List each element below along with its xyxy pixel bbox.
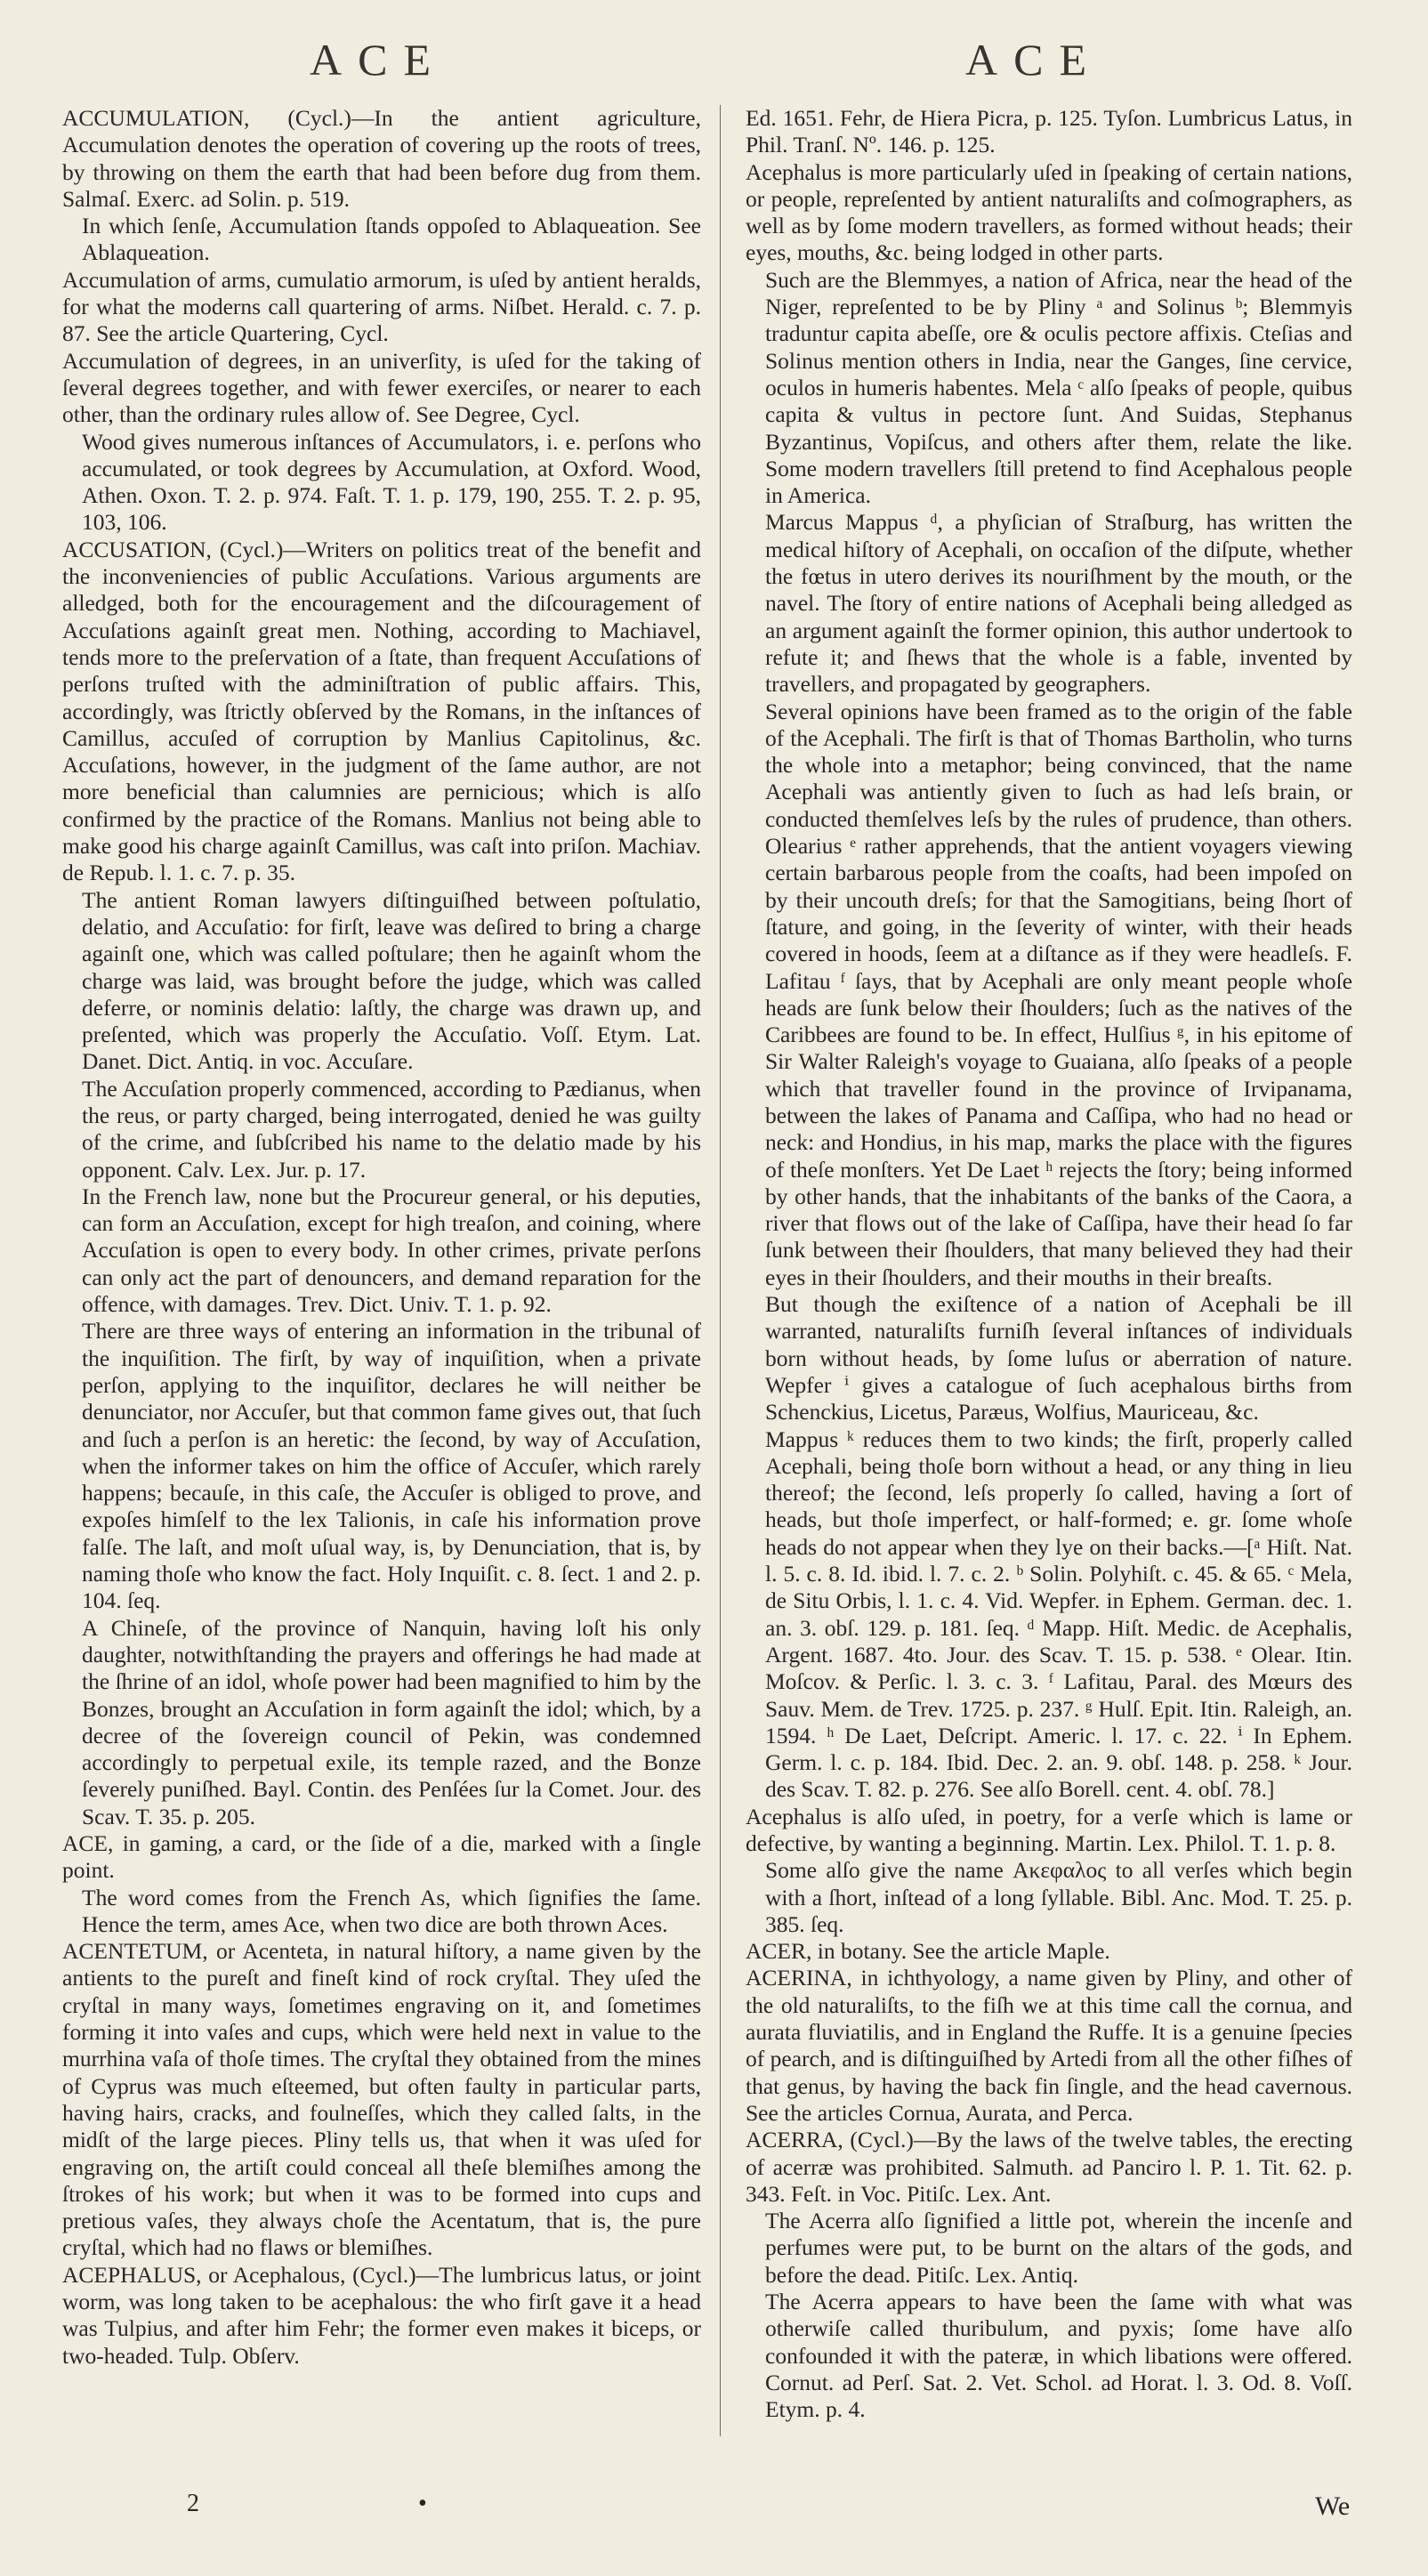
catchword: We [1315, 2491, 1351, 2521]
entry-headword-paragraph: Accumulation of arms, cumulatio armorum, is uſed by antient heralds, for what the moderns call quartering of arms. Niſbet. Herald. c. 7. p. 87. See the article Quartering, Cycl. [62, 266, 701, 347]
entry-acerina [746, 1965, 1352, 2127]
entry-headword-paragraph: ACERINA, in ichthyology, a name given by Pliny, and other of the old naturaliſts, to the fiſh we at this time call the cornua, and aurata fluviatilis, and in England the Ruffe. It is a genuine ſpecies of pearch, and is diſtinguiſhed by Artedi from all the other fiſhes of that genus, by having the back fin ſingle, and the head cavernous. See the articles Cornua, Aurata, and Perca. [746, 1965, 1352, 2126]
entry-paragraph: The antient Roman lawyers diſtinguiſhed between poſtulatio, delatio, and Accuſatio: for firſt, leave was deſired to bring a charge againſt one, which was called poſtulare; then he againſt whom the charge was laid, was brought before the judge, which was called deferre, or nominis delatio: laſtly, the charge was drawn up, and preſented, which was properly the Accuſatio. Voſſ. Etym. Lat. Danet. Dict. Antiq. in voc. Accuſare. [82, 886, 701, 1075]
entry-acentetum [62, 1938, 701, 2262]
entry-paragraph: Wood gives numerous inſtances of Accumulators, i. e. perſons who accumulated, or took degrees by Accumulation, at Oxford. Wood, Athen. Oxon. T. 2. p. 974. Faſt. T. 1. p. 179, 190, 255. T. 2. p. 95, 103, 106. [82, 428, 701, 536]
entry-acephalus [62, 2262, 701, 2370]
column-divider [720, 105, 721, 2436]
page-number: 2 [187, 2490, 199, 2517]
signature-dot: • [418, 2490, 427, 2517]
entry-headword-paragraph: Ed. 1651. Fehr, de Hiera Picra, p. 125. Tyſon. Lumbricus Latus, in Phil. Tranſ. Nº. 146. p. 125. [746, 105, 1352, 158]
entry-accumulation-arms [62, 267, 701, 348]
entry-paragraph: Such are the Blemmyes, a nation of Africa, near the head of the Niger, repreſented to be by Pliny ᵃ and Solinus ᵇ; Blemmyis traduntur capita abeſſe, ore & oculis pectore affixis. Cteſias and Solinus mention others in India, near the Ganges, ſine cervice, oculos in humeris habentes. Mela ᶜ alſo ſpeaks of people, quibus capita & vultus in pectore ſunt. And Suidas, Stephanus Byzantinus, Vopiſcus, and others after them, relate the like. Some modern travellers ſtill pretend to find Acephalous people in America. [765, 266, 1352, 509]
right-column [746, 105, 1352, 2454]
entry-paragraph: The Accuſation properly commenced, according to Pædianus, when the reus, or party charged, being interrogated, denied he was guilty of the crime, and ſubſcribed his name to the delatio made by his opponent. Calv. Lex. Jur. p. 17. [82, 1075, 701, 1183]
entry-accusation [62, 537, 701, 1830]
entry-headword-paragraph: ACCUMULATION, (Cycl.)—In the antient agriculture, Accumulation denotes the operation of covering up the roots of trees, by throwing on them the earth that had been before dug from them. Salmaſ. Exerc. ad Solin. p. 519. [62, 105, 701, 212]
entry-headword-paragraph: Accumulation of degrees, in an univerſity, is uſed for the taking of ſeveral degrees together, and with fewer exerciſes, or nearer to each other, than the ordinary rules allow of. See Degree, Cycl. [62, 347, 701, 428]
entry-paragraph: In which ſenſe, Accumulation ſtands oppoſed to Ablaqueation. See Ablaqueation. [82, 213, 701, 266]
entry-headword-paragraph: ACE, in gaming, a card, or the ſide of a die, marked with a ſingle point. [62, 1830, 701, 1884]
entry-paragraph: Mappus ᵏ reduces them to two kinds; the firſt, properly called Acephali, being thoſe born without a head, or any thing in lieu thereof; the ſecond, leſs properly ſo called, having a ſort of heads, but thoſe imperfect, or half-formed; e. gr. ſome whoſe heads do not appear when they lye on their backs.—[ᵃ Hiſt. Nat. l. 5. c. 8. Id. ibid. l. 7. c. 2. ᵇ Solin. Polyhiſt. c. 45. & 65. ᶜ Mela, de Situ Orbis, l. 1. c. 4. Vid. Wepfer. in Ephem. German. dec. 1. an. 3. obſ. 129. p. 181. ſeq. ᵈ Mapp. Hiſt. Medic. de Acephalis, Argent. 1687. 4to. Jour. des Scav. T. 15. p. 538. ᵉ Olear. Itin. Moſcov. & Perſic. l. 3. c. 3. ᶠ Lafitau, Paral. des Mœurs des Sauv. Mem. de Trev. 1725. p. 237. ᵍ Hulſ. Epit. Itin. Raleigh, an. 1594. ʰ De Laet, Deſcript. Americ. l. 17. c. 22. ⁱ In Ephem. Germ. l. c. p. 184. Ibid. Dec. 2. an. 9. obſ. 148. p. 258. ᵏ Jour. des Scav. T. 82. p. 276. See alſo Borell. cent. 4. obſ. 78.] [765, 1425, 1352, 1803]
entry-accumulation-degrees [62, 348, 701, 537]
entry-headword-paragraph: ACEPHALUS, or Acephalous, (Cycl.)—The lumbricus latus, or joint worm, was long taken to be acephalous: the who firſt gave it a head was Tulpius, and after him Fehr; the former even makes it biceps, or two-headed. Tulp. Obſerv. [62, 2261, 701, 2369]
entry-paragraph: The Acerra alſo ſignified a little pot, wherein the incenſe and perfumes were put, to be burnt on the altars of the gods, and before the dead. Pitiſc. Lex. Antiq. [765, 2208, 1352, 2288]
entry-paragraph: But though the exiſtence of a nation of Acephali be ill warranted, naturaliſts furniſh ſeveral inſtances of individuals born without heads, by ſome luſus or aberration of nature. Wepfer ⁱ gives a catalogue of ſuch acephalous births from Schenckius, Licetus, Paræus, Wolfius, Mauriceau, &c. [765, 1291, 1352, 1425]
entry-accumulation [62, 105, 701, 267]
entry-paragraph: There are three ways of entering an information in the tribunal of the inquiſition. The firſt, by way of inquiſition, when a private perſon, applying to the inquiſitor, declares he will neither be denunciator, nor Accuſer, but that common fame gives out, that ſuch and ſuch a perſon is an heretic: the ſecond, by way of Accuſation, when the informer takes on him the office of Accuſer, which rarely happens; becauſe, in this caſe, the Accuſer is obliged to prove, and expoſes himſelf to the lex Talionis, in caſe his information prove falſe. The laſt, and moſt uſual way, is, by Denunciation, that is, by naming thoſe who know the fact. Holy Inquiſit. c. 8. ſect. 1 and 2. p. 104. ſeq. [82, 1318, 701, 1614]
entry-headword-paragraph: Acephalus is more particularly uſed in ſpeaking of certain nations, or people, repreſented by antient naturaliſts and coſmographers, as well as by ſome modern travellers, as formed without heads; their eyes, mouths, &c. being lodged in other parts. [746, 158, 1352, 266]
running-head-right: ACE [965, 35, 1102, 85]
entry-acer [746, 1938, 1352, 1965]
entry-paragraph: The word comes from the French As, which ſignifies the ſame. Hence the term, ames Ace, when two dice are both thrown Aces. [82, 1884, 701, 1937]
entry-acephalus-cont [746, 105, 1352, 159]
running-head-left: ACE [310, 35, 447, 85]
left-column [62, 105, 701, 2454]
entry-paragraph: Marcus Mappus ᵈ, a phyſician of Straſburg, has written the medical hiſtory of Acephali, on occaſion of the diſpute, whether the fœtus in utero derives its nouriſhment by the mouth, or the navel. The ſtory of entire nations of Acephali being alledged as an argument againſt the former opinion, this author undertook to refute it; and ſhews that the whole is a fable, invented by travellers, and propagated by geographers. [765, 509, 1352, 698]
entry-headword-paragraph: ACENTETUM, or Acenteta, in natural hiſtory, a name given by the antients to the pureſt and fineſt kind of rock cryſtal. They uſed the cryſtal in many ways, ſometimes engraving on it, and ſometimes forming it into vaſes and cups, which were held next in value to the murrhina vaſa of thoſe times. The cryſtal they obtained from the mines of Cyprus was much eſteemed, but often faulty in particular parts, having hairs, cracks, and foulneſſes, which they called ſalts, in the midſt of the large pieces. Pliny tells us, that when it was uſed for engraving on, the artiſt could conceal all theſe blemiſhes among the ſtrokes of his work; but when it was to be formed into cups and pretious vaſes, they always choſe the Acentatum, that is, the pure cryſtal, which had no flaws or blemiſhes. [62, 1938, 701, 2261]
entry-acerra [746, 2127, 1352, 2423]
entry-ace [62, 1830, 701, 1938]
entry-acephalus-2 [746, 159, 1352, 1804]
entry-paragraph: Some alſo give the name Ακεφαλος to all verſes which begin with a ſhort, inſtead of a long ſyllable. Bibl. Anc. Mod. T. 25. p. 385. ſeq. [765, 1857, 1352, 1937]
entry-paragraph: The Acerra appears to have been the ſame with what was otherwiſe called thuribulum, and pyxis; ſome have alſo confounded it with the pateræ, in which libations were offered. Cornut. ad Perſ. Sat. 2. Vet. Schol. ad Horat. l. 3. Od. 8. Voſſ. Etym. p. 4. [765, 2289, 1352, 2423]
entry-paragraph: In the French law, none but the Procureur general, or his deputies, can form an Accuſation, except for high treaſon, and coining, where Accuſation is open to every body. In other crimes, private perſons can only act the part of denouncers, and demand reparation for the offence, with damages. Trev. Dict. Univ. T. 1. p. 92. [82, 1183, 701, 1318]
entry-headword-paragraph: ACERRA, (Cycl.)—By the laws of the twelve tables, the erecting of acerræ was prohibited. Salmuth. ad Panciro l. P. 1. Tit. 62. p. 343. Feſt. in Voc. Pitiſc. Lex. Ant. [746, 2127, 1352, 2207]
entry-acephalus-3 [746, 1804, 1352, 1938]
entry-headword-paragraph: ACCUSATION, (Cycl.)—Writers on politics treat of the benefit and the inconveniencies of public Accuſations. Various arguments are alledged, both for the encouragement and the diſcouragement of Accuſations againſt great men. Nothing, according to Machiavel, tends more to the preſervation of a ſtate, than frequent Accuſations of perſons truſted with the adminiſtration of public affairs. This, accordingly, was ſtrictly obſerved by the Romans, in the inſtances of Camillus, accuſed of corruption by Manlius Capitolinus, &c. Accuſations, however, in the judgment of the ſame author, are not more beneficial than calumnies are pernicious; which is alſo confirmed by the practice of the Romans. Manlius not being able to make good his charge againſt Camillus, was caſt into priſon. Machiav. de Repub. l. 1. c. 7. p. 35. [62, 536, 701, 886]
entry-headword-paragraph: Acephalus is alſo uſed, in poetry, for a verſe which is lame or defective, by wanting a beginning. Martin. Lex. Philol. T. 1. p. 8. [746, 1803, 1352, 1856]
entry-paragraph: Several opinions have been framed as to the origin of the fable of the Acephali. The firſt is that of Thomas Bartholin, who turns the whole into a metaphor; being convinced, that the name Acephali was antiently given to ſuch as had leſs brain, or conducted themſelves leſs by the rules of prudence, than others. Olearius ᵉ rather apprehends, that the antient voyagers viewing certain barbarous people from the coaſts, had been impoſed on by their uncouth dreſs; for that the Samogitians, being ſhort of ſtature, and going, in the ſeverity of winter, with their heads covered in hoods, ſeem at a diſtance as if they were headleſs. F. Lafitau ᶠ ſays, that by Acephali are only meant people whoſe heads are ſunk below their ſhoulders; ſuch as the natives of the Caribbees are found to be. In effect, Hulſius ᵍ, in his epitome of Sir Walter Raleigh's voyage to Guaiana, alſo ſpeaks of a people which that traveller found in the province of Irvipanama, between the lakes of Panama and Caſſipa, who had no head or neck: and Hondius, in his map, marks the place with the figures of theſe monſters. Yet De Laet ʰ rejects the ſtory; being informed by other hands, that the inhabitants of the banks of the Caora, a river that flows out of the lake of Caſſipa, have their head ſo far ſunk between their ſhoulders, that many believed they had their eyes in their ſhoulders, and their mouths in their breaſts. [765, 698, 1352, 1290]
entry-headword-paragraph: ACER, in botany. See the article Maple. [746, 1938, 1110, 1965]
entry-paragraph: A Chineſe, of the province of Nanquin, having loſt his only daughter, notwithſtanding the prayers and offerings he had made at the ſhrine of an idol, whoſe power had been magnified to him by the Bonzes, brought an Accuſation in form againſt the idol; which, by a decree of the ſovereign council of Pekin, was condemned accordingly to perpetual exile, its temple razed, and the Bonze ſeverely puniſhed. Bayl. Contin. des Penſées ſur la Comet. Jour. des Scav. T. 35. p. 205. [82, 1614, 701, 1829]
